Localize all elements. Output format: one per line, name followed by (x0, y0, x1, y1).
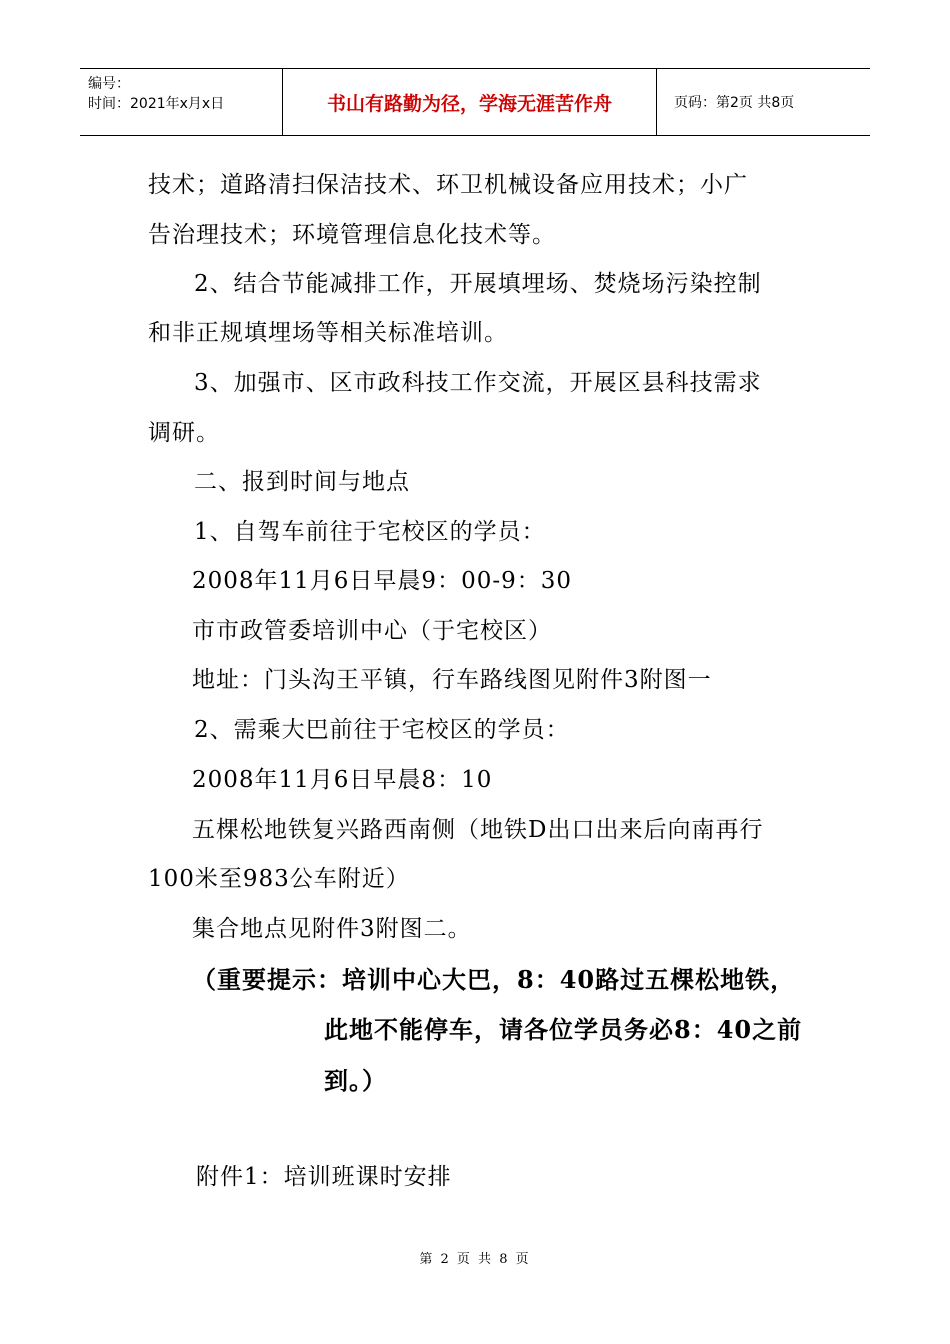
body-line: 2008年11月6日早晨9：00-9：30 (192, 568, 573, 594)
header-motto: 书山有路勤为径，学海无涯苦作舟 (283, 69, 657, 135)
header-table (80, 68, 870, 136)
body-line: 市市政管委培训中心（于宅校区） (192, 618, 552, 644)
body-line: 2、结合节能减排工作，开展填埋场、焚烧场污染控制 (194, 271, 762, 297)
header-page-text: 页码：第2页 共8页 (674, 95, 795, 111)
body-line: 100米至983公车附近） (148, 866, 410, 892)
body-line: 地址：门头沟王平镇，行车路线图见附件3附图一 (192, 667, 712, 693)
header-meta-cell (80, 69, 283, 135)
body-line: 调研。 (148, 420, 220, 446)
notice-line: 到。） (324, 1066, 387, 1095)
page-footer: 第 2 页 共 8 页 (419, 1252, 531, 1267)
body-line: 告治理技术；环境管理信息化技术等。 (148, 222, 556, 248)
body-line: 和非正规填埋场等相关标准培训。 (148, 320, 508, 346)
notice-line: （重要提示：培训中心大巴，8：40路过五棵松地铁， (192, 965, 796, 994)
section-heading: 二、报到时间与地点 (194, 469, 410, 495)
header-page-label (666, 69, 870, 135)
notice-line: 此地不能停车，请各位学员务必8：40之前 (324, 1015, 803, 1044)
body-line: 1、自驾车前往于宅校区的学员： (194, 519, 546, 545)
body-line: 2、需乘大巴前往于宅校区的学员： (194, 717, 570, 743)
body-line: 技术；道路清扫保洁技术、环卫机械设备应用技术；小广 (148, 172, 748, 198)
body-line: 集合地点见附件3附图二。 (192, 916, 472, 942)
attachment-line: 附件1：培训班课时安排 (196, 1164, 452, 1190)
body-line: 3、加强市、区市政科技工作交流，开展区县科技需求 (194, 370, 762, 396)
document-number-label: 编号： (88, 76, 130, 92)
body-line: 五棵松地铁复兴路西南侧（地铁D出口出来后向南再行 (192, 817, 764, 843)
document-time-label: 时间：2021年x月x日 (88, 96, 225, 112)
body-line: 2008年11月6日早晨8：10 (192, 767, 493, 793)
